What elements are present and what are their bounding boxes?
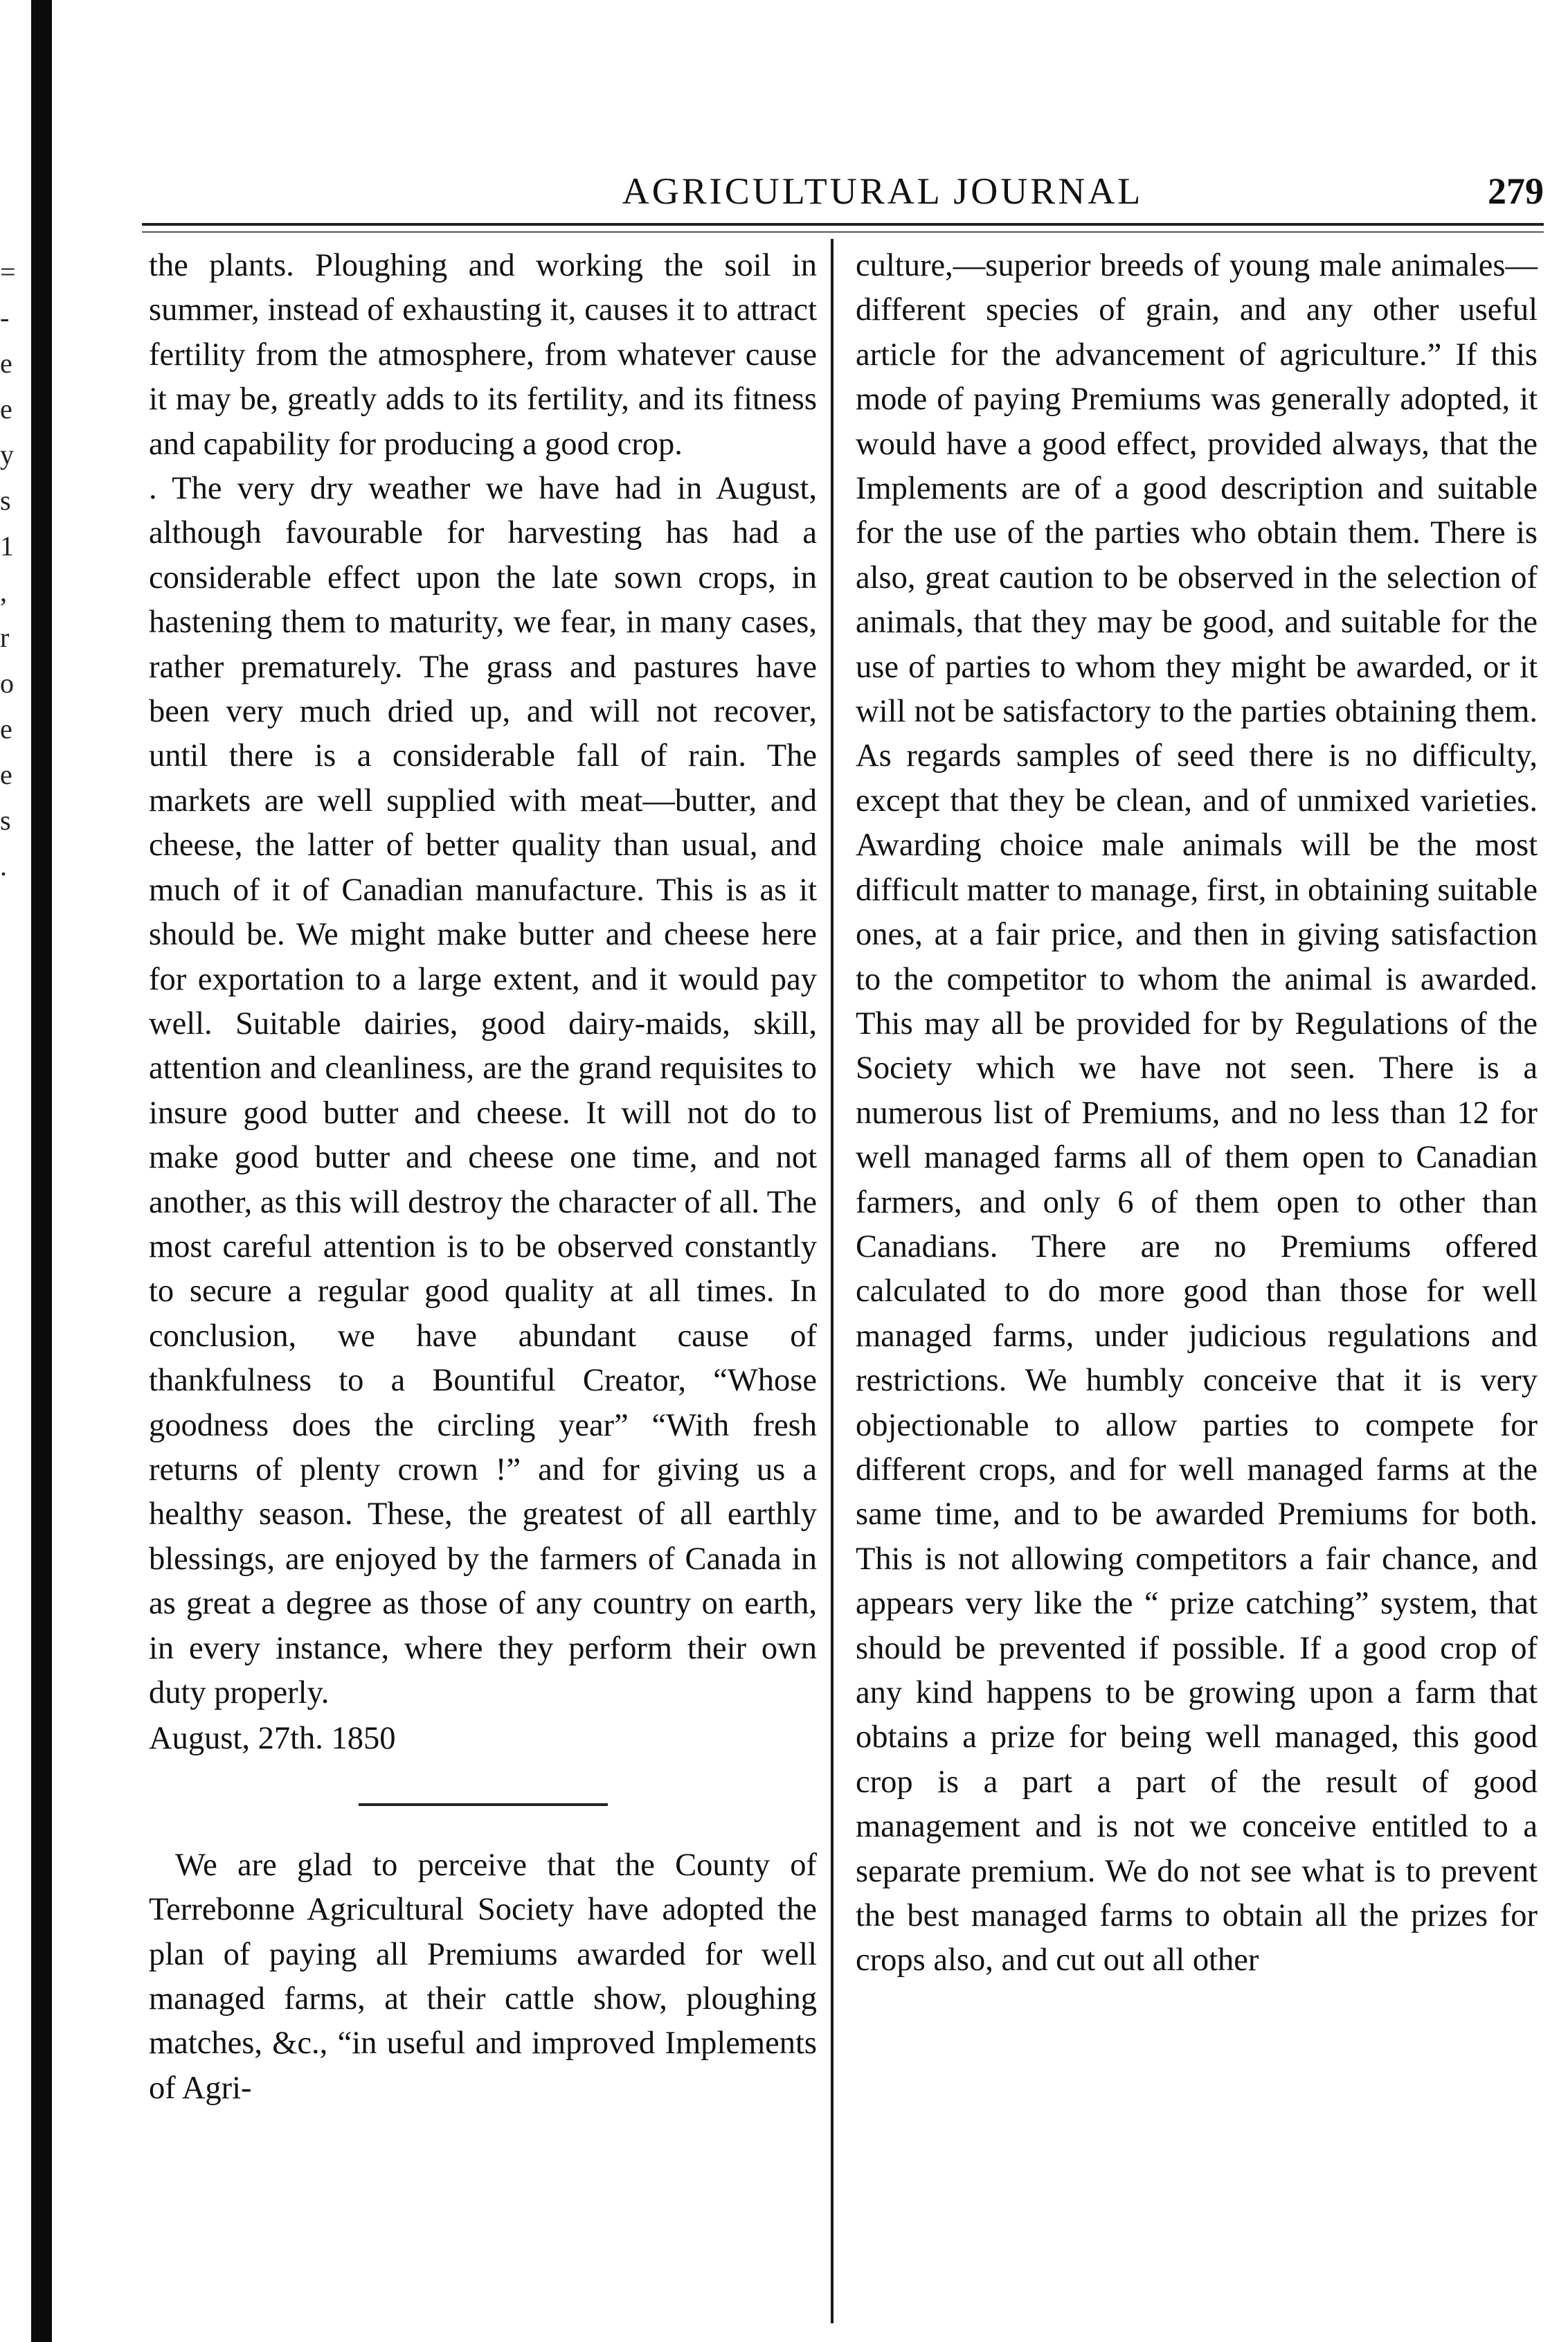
margin-fragments: [0, 249, 21, 889]
journal-title: AGRICULTURAL JOURNAL: [622, 170, 1144, 212]
page-header: [138, 170, 1544, 225]
margin-fragment: ,: [0, 576, 7, 607]
left-column: [149, 244, 817, 2111]
dateline: August, 27th. 1850: [149, 1721, 396, 1757]
margin-fragment: e: [0, 348, 12, 379]
margin-fragment: y: [0, 439, 14, 470]
right-column: [856, 244, 1538, 1983]
margin-fragment: e: [0, 759, 12, 790]
column-divider: [831, 239, 833, 2323]
page-binding-edge: [31, 0, 52, 2342]
margin-fragment: r: [0, 622, 10, 653]
margin-fragment: o: [0, 668, 14, 699]
margin-fragment: =: [0, 256, 16, 287]
paragraph: . The very dry weather we have had in August, although favourable for harvesting has had a considerable effect upon the late sown crops, in hastening them to maturity, we fear, in many cases, rather prematurely. The grass and pastures have been very much dried up, and will not recover, until there is a considerable fall of rain. The markets are well supplied with meat—butter, and cheese, the latter of better quality than usual, and much of it of Canadian manufacture. This is as it should be. We might make butter and cheese here for exportation to a large extent, and it would pay well. Suitable dairies, good dairy-maids, skill, attention and cleanliness, are the grand requisites to insure good butter and cheese. It will not do to make good butter and cheese one time, and not another, as this will destroy the character of all. The most careful attention is to be observed constantly to secure a regular good quality at all times. In conclusion, we have abundant cause of thankfulness to a Bountiful Creator, “Whose goodness does the circling year” “With fresh returns of plenty crown !” and for giving us a healthy season. These, the greatest of all earthly blessings, are enjoyed by the farmers of Canada in as great a degree as those of any country on earth, in every instance, where they perform their own duty properly.: [149, 471, 817, 1710]
margin-fragment: e: [0, 393, 12, 424]
margin-fragment: e: [0, 713, 12, 744]
article-separator: [359, 1803, 608, 1806]
page-number: 279: [1488, 170, 1544, 212]
paragraph: We are glad to perceive that the County of Terrebonne Agricultural Society have adopted the plan of paying all Premiums awarded for well managed farms, at their cattle show, ploughing matches, &c., “in useful and improved Implements of Agri-: [149, 1847, 817, 2106]
margin-fragment: s: [0, 485, 11, 516]
margin-fragment: 1: [0, 530, 14, 562]
header-rule: [142, 223, 1544, 233]
paragraph: culture,—superior breeds of young male animales—different species of grain, and any other useful article for the advancement of agriculture.” If this mode of paying Premiums was generally adopted, it would have a good effect, provided always, that the Implements are of a good description and suitable for the use of the parties who obtain them. There is also, great caution to be observed in the selection of animals, that they may be good, and suitable for the use of parties to whom they might be awarded, or it will not be satisfactory to the parties obtaining them. As regards samples of seed there is no difficulty, except that they be clean, and of unmixed varieties. Awarding choice male animals will be the most difficult matter to manage, first, in obtaining suitable ones, at a fair price, and then in giving satisfaction to the competitor to whom the animal is awarded. This may all be provided for by Regulations of the Society which we have not seen. There is a numerous list of Premiums, and no less than 12 for well managed farms all of them open to Canadian farmers, and only 6 of them open to other than Canadians. There are no Premiums offered calculated to do more good than those for well managed farms, under judicious regulations and restrictions. We humbly conceive that it is very objectionable to allow parties to compete for different crops, and for well managed farms at the same time, and to be awarded Premiums for both. This is not allowing competitors a fair chance, and appears very like the “ prize catching” system, that should be prevented if possible. If a good crop of any kind happens to be growing upon a farm that obtains a prize for being well managed, this good crop is a part a part of the result of good management and is not we conceive entitled to a separate premium. We do not see what is to prevent the best managed farms to obtain all the prizes for crops also, and cut out all other: [856, 248, 1538, 1978]
margin-fragment: .: [0, 850, 7, 882]
paragraph: the plants. Ploughing and working the soil in summer, instead of exhausting it, causes it to attract fertility from the atmosphere, from whatever cause it may be, greatly adds to its fertility, and its fitness and capability for producing a good crop.: [149, 248, 817, 462]
margin-fragment: s: [0, 805, 11, 836]
margin-fragment: -: [0, 302, 10, 333]
